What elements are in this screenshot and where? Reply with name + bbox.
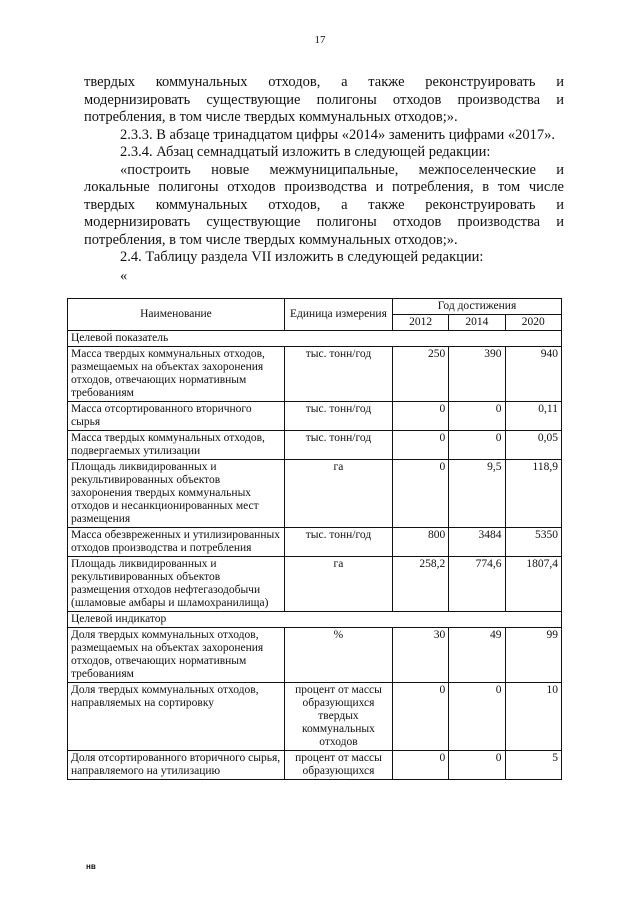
value-cell: 5 [505,751,561,780]
goals-table [67,298,562,780]
unit-cell: тыс. тонн/год [284,347,392,402]
indicator-name: Доля отсортированного вторичного сырья, направляемого на утилизацию [68,751,285,780]
value-cell: 10 [505,683,561,751]
value-cell: 774,6 [449,557,505,612]
header-year: 2020 [505,315,561,331]
indicator-name: Площадь ликвидированных и рекультивированных объектов захоронения твердых коммунальных отходов и несанкционированных мест размещения [68,460,285,528]
page-number: 17 [314,34,326,46]
value-cell: 0 [393,751,449,780]
value-cell: 1807,4 [505,557,561,612]
value-cell: 118,9 [505,460,561,528]
paragraph: «построить новые межмуниципальные, межпоселенческие и локальные полигоны отходов производства и потребления, в том числе твердых коммунальных отходов, а также реконструировать и модернизировать существующие полигоны отходов производства и потребления, в том числе твердых коммунальных отходов;». [84,161,564,248]
table-row [68,402,562,431]
value-cell: 0 [449,431,505,460]
unit-cell: тыс. тонн/год [284,431,392,460]
value-cell: 0 [393,431,449,460]
opening-quote: « [120,267,128,284]
value-cell: 99 [505,628,561,683]
section-row [68,612,562,628]
table-row [68,528,562,557]
table-row [68,347,562,402]
indicator-name: Масса твердых коммунальных отходов, подвергаемых утилизации [68,431,285,460]
value-cell: 9,5 [449,460,505,528]
value-cell: 3484 [449,528,505,557]
indicator-name: Доля твердых коммунальных отходов, размещаемых на объектах захоронения отходов, отвечающих нормативным требованиям [68,628,285,683]
value-cell: 0 [449,402,505,431]
section-title: Целевой показатель [68,331,562,347]
unit-cell: тыс. тонн/год [284,402,392,431]
unit-cell: % [284,628,392,683]
table-row [68,557,562,612]
header-name: Наименование [68,299,285,331]
unit-cell: процент от массы образующихся твердых коммунальных отходов [284,683,392,751]
section-title: Целевой индикатор [68,612,562,628]
table-header-row [68,299,562,315]
indicator-name: Масса отсортированного вторичного сырья [68,402,285,431]
value-cell: 5350 [505,528,561,557]
paragraph: 2.3.4. Абзац семнадцатый изложить в следующей редакции: [120,144,491,160]
value-cell: 49 [449,628,505,683]
value-cell: 0 [449,751,505,780]
value-cell: 0 [393,460,449,528]
header-years-group: Год достижения [393,299,562,315]
table-row [68,460,562,528]
table-row [68,751,562,780]
value-cell: 0 [393,402,449,431]
unit-cell: га [284,557,392,612]
header-unit: Единица измерения [284,299,392,331]
paragraph: 2.4. Таблицу раздела VII изложить в следующей редакции: [120,249,484,265]
body-text [84,74,564,285]
table-row [68,683,562,751]
unit-cell: га [284,460,392,528]
value-cell: 940 [505,347,561,402]
indicator-name: Площадь ликвидированных и рекультивированных объектов размещения отходов нефтегазодобычи (шламовые амбары и шламохранилища) [68,557,285,612]
unit-cell: процент от массы образующихся [284,751,392,780]
indicator-name: Масса твердых коммунальных отходов, размещаемых на объектах захоронения отходов, отвечающих нормативным требованиям [68,347,285,402]
section-row [68,331,562,347]
unit-cell: тыс. тонн/год [284,528,392,557]
footer-mark: нв [86,862,96,871]
paragraph: 2.3.3. В абзаце тринадцатом цифры «2014» заменить цифрами «2017». [120,126,555,143]
value-cell: 250 [393,347,449,402]
table-body [68,331,562,780]
value-cell: 30 [393,628,449,683]
value-cell: 0,11 [505,402,561,431]
header-year: 2014 [449,315,505,331]
header-year: 2012 [393,315,449,331]
indicator-name: Масса обезвреженных и утилизированных отходов производства и потребления [68,528,285,557]
value-cell: 0,05 [505,431,561,460]
value-cell: 258,2 [393,557,449,612]
table-row [68,431,562,460]
paragraph: твердых коммунальных отходов, а также реконструировать и модернизировать существующие полигоны отходов производства и потребления, в том числе твердых коммунальных отходов;». [84,74,564,125]
value-cell: 390 [449,347,505,402]
value-cell: 0 [393,683,449,751]
indicator-name: Доля твердых коммунальных отходов, направляемых на сортировку [68,683,285,751]
value-cell: 800 [393,528,449,557]
value-cell: 0 [449,683,505,751]
table-row [68,628,562,683]
